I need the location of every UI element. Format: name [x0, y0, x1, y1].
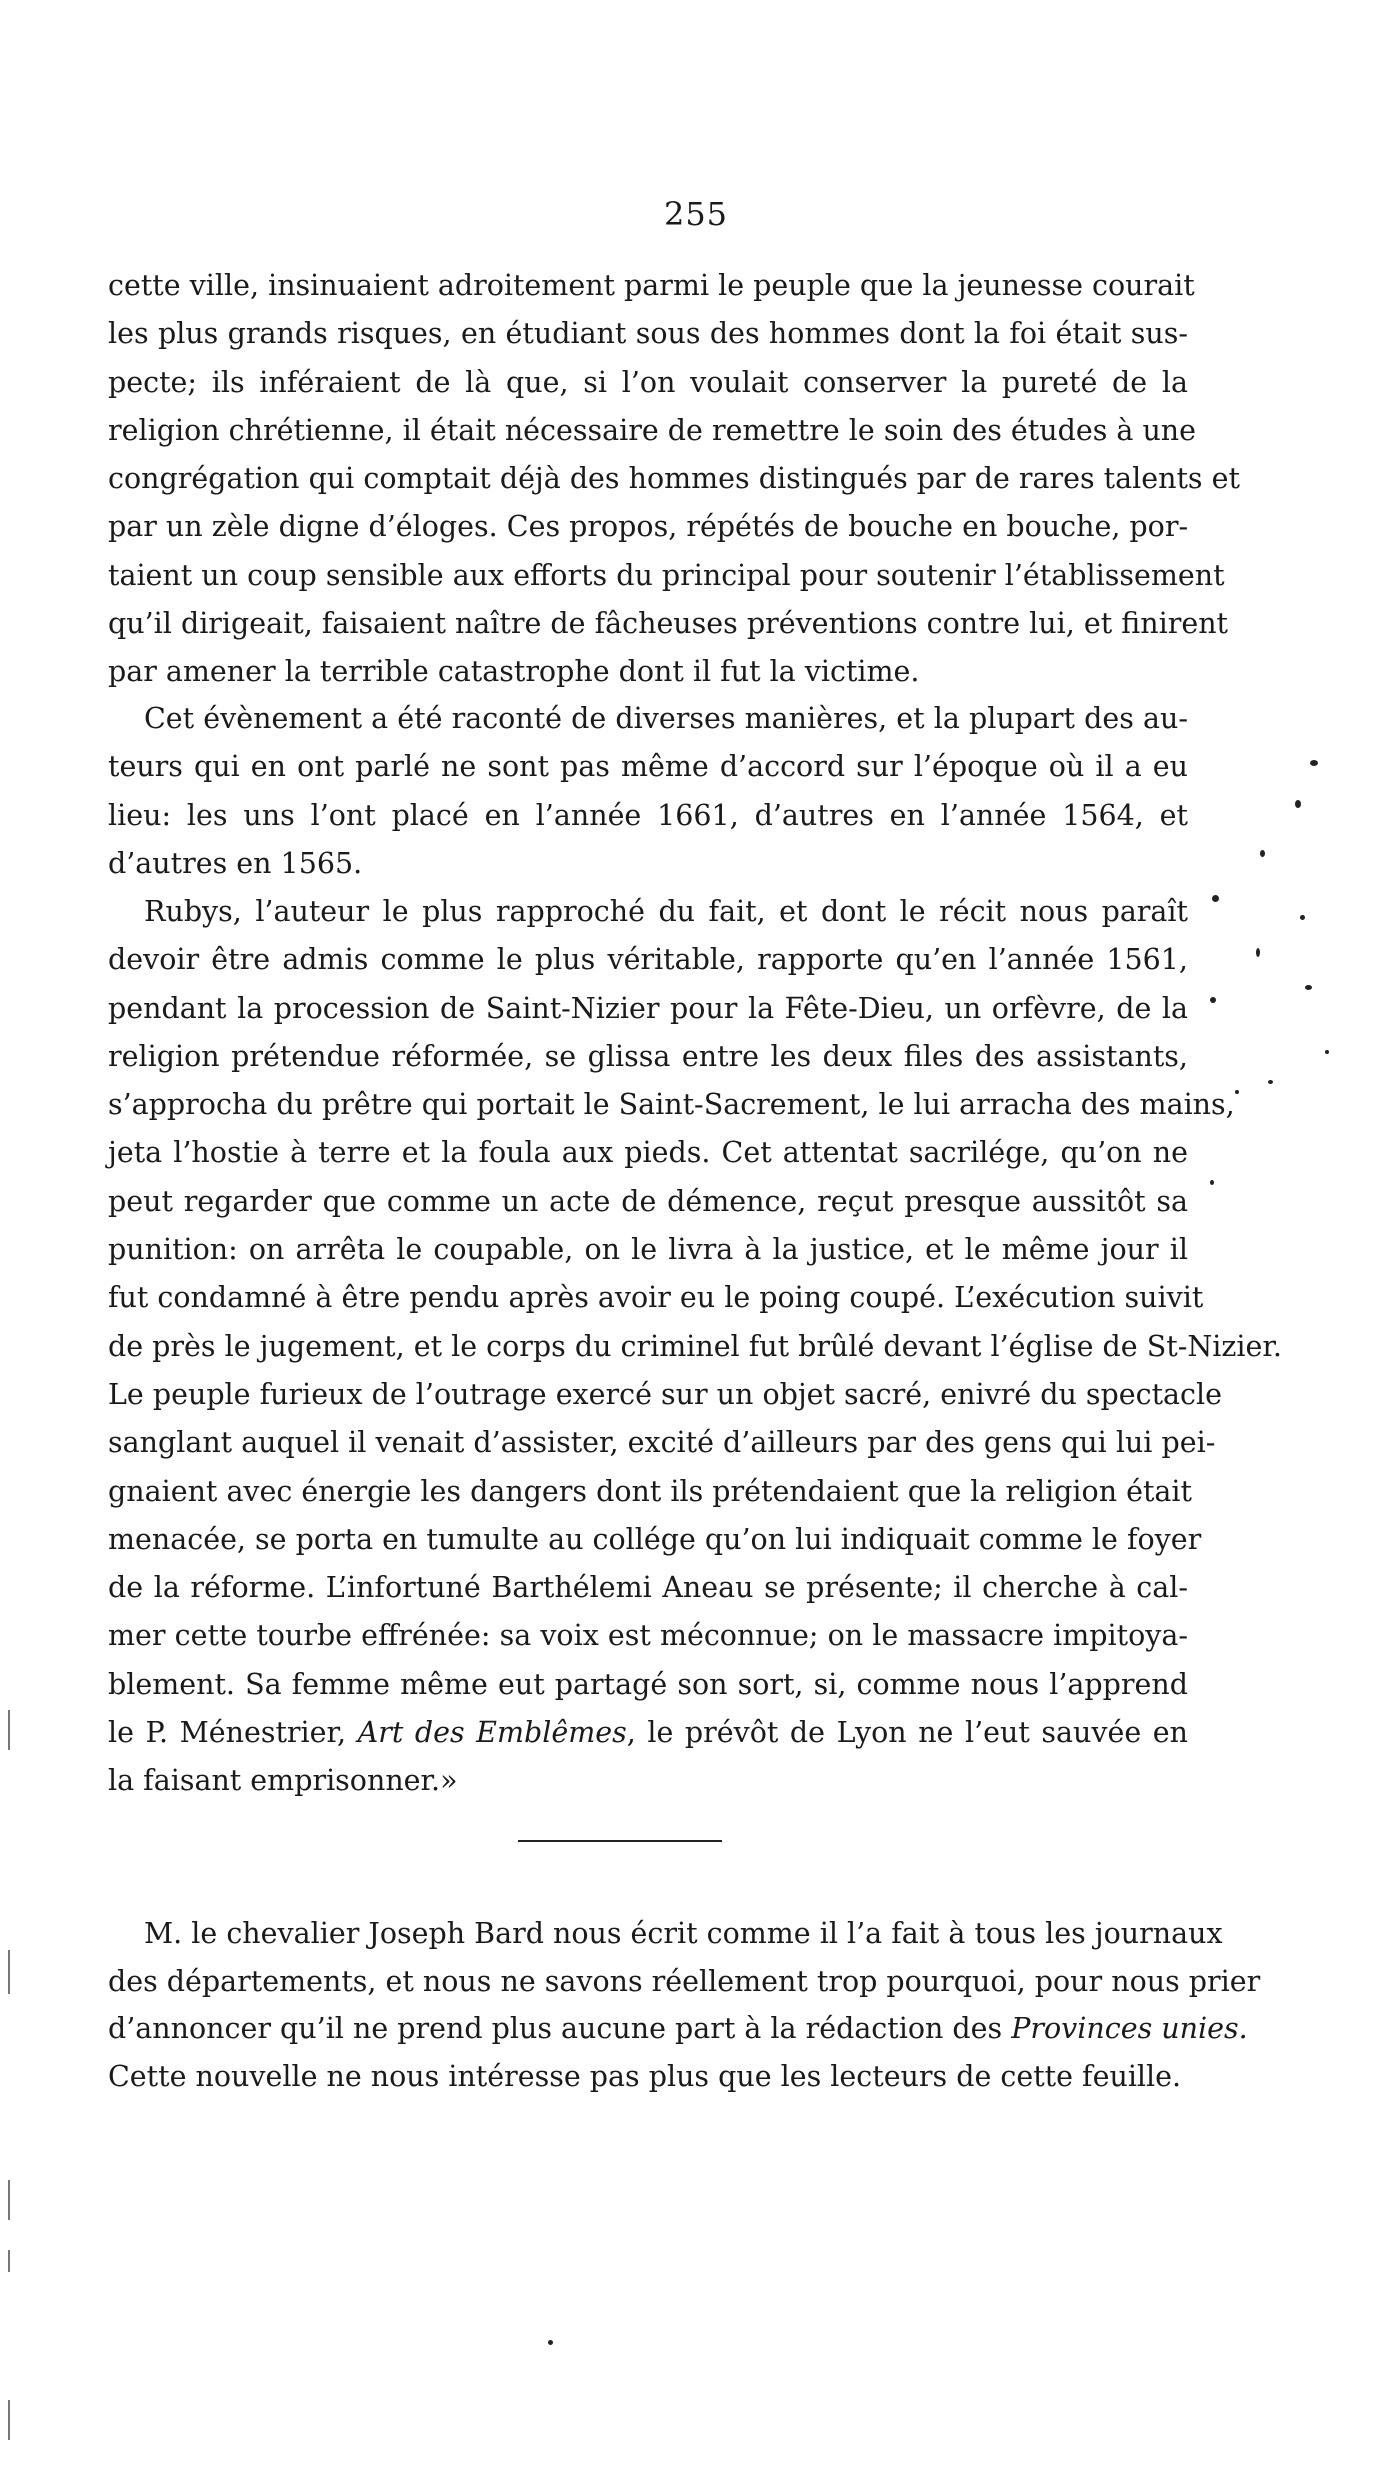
ink-speck [1310, 760, 1318, 766]
text-line-with-title [108, 1709, 1188, 1757]
text-line: qu’il dirigeait, faisaient naître de fâcheuses préventions contre lui, et finirent [108, 607, 1229, 641]
text-line: gnaient avec énergie les dangers dont ils prétendaient que la religion était [108, 1474, 1192, 1508]
scan-line [8, 2400, 10, 2440]
text-line: de près le jugement, et le corps du criminel fut brûlé devant l’église de St-Nizier. [108, 1329, 1282, 1363]
text-line: taient un coup sensible aux efforts du principal pour soutenir l’établissement [108, 558, 1225, 592]
ink-speck [1268, 1080, 1273, 1084]
scan-line [8, 2180, 10, 2220]
ink-speck [1260, 850, 1265, 857]
text-line: d’autres en 1565. [108, 846, 363, 880]
text-line: s’approcha du prêtre qui portait le Saint-Sacrement, le lui arracha des mains, [108, 1088, 1235, 1122]
text-line: Rubys, l’auteur le plus rapproché du fait, et dont le récit nous paraît [144, 895, 1188, 928]
scan-line [8, 2250, 10, 2272]
ink-speck [1305, 985, 1312, 990]
publication-title: Provinces unies. [1011, 2012, 1248, 2045]
ink-speck [548, 2340, 553, 2345]
ink-speck [1210, 1180, 1214, 1185]
paragraph-1 [108, 262, 1240, 697]
text-line: de la réforme. L’infortuné Barthélemi Aneau se présente; il cherche à cal- [108, 1571, 1188, 1605]
text-line: jeta l’hostie à terre et la foula aux pieds. Cet attentat sacrilége, qu’on ne [108, 1136, 1188, 1170]
text-line: teurs qui en ont parlé ne sont pas même d’accord sur l’époque où il a eu [108, 750, 1188, 784]
text-line: la faisant emprisonner.» [108, 1764, 458, 1798]
page-number: 255 [663, 195, 729, 233]
paragraph-3 [108, 888, 1282, 1806]
text-line: religion chrétienne, il était nécessaire de remettre le soin des études à une [108, 413, 1197, 447]
text-line: des départements, et nous ne savons réellement trop pourquoi, pour nous prier [108, 1964, 1261, 1998]
text-line: cette ville, insinuaient adroitement parmi le peuple que la jeunesse courait [108, 269, 1195, 302]
ink-speck [1256, 948, 1260, 957]
text-line: peut regarder que comme un acte de démence, reçut presque aussitôt sa [108, 1184, 1188, 1218]
text-line-with-title [108, 2005, 1248, 2053]
text-line: les plus grands risques, en étudiant sous des hommes dont la foi était sus- [108, 317, 1188, 351]
section-divider [518, 1840, 722, 1842]
ink-speck [1212, 895, 1219, 902]
text-run: , le prévôt de Lyon ne l’eut sauvée en [626, 1716, 1188, 1750]
text-line: Cet évènement a été raconté de diverses manières, et la plupart des au- [144, 702, 1188, 735]
text-line: M. le chevalier Joseph Bard nous écrit comme il l’a fait à tous les journaux [144, 1917, 1223, 1950]
text-line: mer cette tourbe effrénée: sa voix est méconnue; on le massacre impitoya- [108, 1619, 1188, 1653]
text-line: religion prétendue réformée, se glissa entre les deux files des assistants, [108, 1039, 1188, 1073]
ink-speck [1295, 800, 1301, 808]
ink-speck [1235, 1090, 1239, 1094]
ink-speck [1300, 915, 1305, 920]
text-line: pendant la procession de Saint-Nizier pour la Fête-Dieu, un orfèvre, de la [108, 991, 1188, 1025]
text-line: par un zèle digne d’éloges. Ces propos, répétés de bouche en bouche, por- [108, 510, 1189, 544]
text-line: congrégation qui comptait déjà des hommes distingués par de rares talents et [108, 462, 1240, 496]
text-line: lieu: les uns l’ont placé en l’année 1661, d’autres en l’année 1564, et [108, 798, 1188, 832]
text-line: blement. Sa femme même eut partagé son sort, si, comme nous l’apprend [108, 1667, 1188, 1701]
text-line: pecte; ils inféraient de là que, si l’on voulait conserver la pureté de la [108, 365, 1188, 399]
text-run: d’annoncer qu’il ne prend plus aucune part à la rédaction des [108, 2012, 1012, 2045]
paragraph-notice [108, 1910, 1261, 2100]
ink-speck [1325, 1050, 1329, 1054]
text-line: punition: on arrêta le coupable, on le livra à la justice, et le même jour il [108, 1233, 1188, 1267]
text-line: fut condamné à être pendu après avoir eu le poing coupé. L’exécution suivit [108, 1281, 1204, 1315]
text-line: sanglant auquel il venait d’assister, excité d’ailleurs par des gens qui lui pei- [108, 1426, 1216, 1460]
text-line: Le peuple furieux de l’outrage exercé sur un objet sacré, enivré du spectacle [108, 1377, 1222, 1411]
book-title: Art des Emblêmes [357, 1716, 627, 1750]
ink-speck [1210, 997, 1216, 1003]
text-line: devoir être admis comme le plus véritable, rapporte qu’en l’année 1561, [108, 943, 1188, 977]
text-line: Cette nouvelle ne nous intéresse pas plus que les lecteurs de cette feuille. [108, 2059, 1182, 2093]
paragraph-2 [108, 695, 1188, 888]
text-line: menacée, se porta en tumulte au collége qu’on lui indiquait comme le foyer [108, 1522, 1202, 1556]
text-line: par amener la terrible catastrophe dont il fut la victime. [108, 655, 920, 689]
text-run: le P. Ménestrier, [108, 1716, 358, 1750]
scan-line [8, 1710, 10, 1750]
scan-line [8, 1950, 10, 1994]
